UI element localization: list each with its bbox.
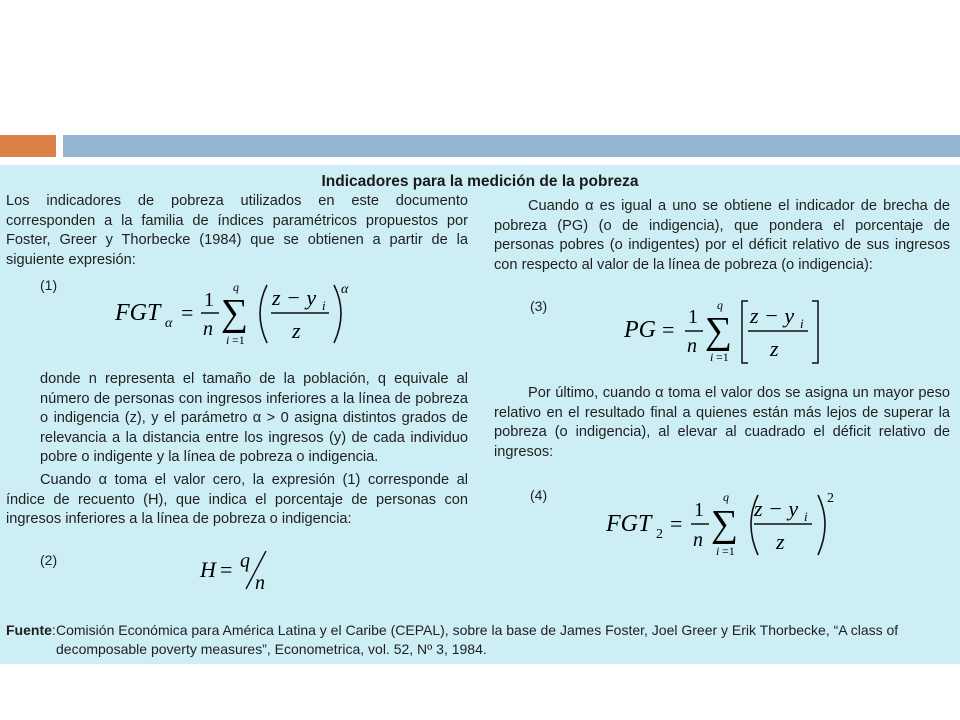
accent-bar-blue (63, 135, 960, 157)
svg-text:q: q (717, 298, 723, 312)
svg-text:H: H (200, 557, 216, 582)
eq3-svg (624, 295, 844, 375)
right-alpha-two-paragraph: Por último, cuando α toma el valor dos se asigna un mayor peso relativo en el resultado final a quienes están más lejos de superar la pobreza (o indigencia), al elevar al cuadrado el déficit relativo de ingresos: (494, 385, 950, 460)
right-alpha-one-paragraph: Cuando α es igual a uno se obtiene el indicador de brecha de pobreza (PG) (o de indigencia), que pondera el porcentaje de personas pobres (o indigentes) por el déficit relativo de sus ingresos con respecto al valor de la línea de pobreza (o indigencia): (494, 198, 950, 273)
svg-text:n: n (203, 318, 213, 340)
svg-text:∑: ∑ (221, 292, 249, 334)
svg-text:PG: PG (624, 317, 656, 343)
box-title: Indicadores para la medición de la pobreza (321, 173, 639, 190)
svg-text:z − y: z − y (750, 303, 795, 328)
svg-text:1: 1 (688, 306, 698, 328)
svg-text:FGT: FGT (115, 300, 161, 326)
left-alpha-zero-paragraph: Cuando α toma el valor cero, la expresión (1) corresponde al índice de recuento (H), que indica el porcentaje de personas con ingresos inferiores a la línea de pobreza o indigencia: (6, 472, 468, 528)
source-text: Comisión Económica para América Latina y el Caribe (CEPAL), sobre la base de James Foster, Joel Greer y Erik Thorbecke, “A class of decomposable poverty measures”, Econometrica, vol. 52, Nº 3, 1984. (56, 622, 899, 657)
left-intro-paragraph: Los indicadores de pobreza utilizados en este documento corresponden a la familia de índices paramétricos propuestos por Foster, Greer y Thorbecke (1984) que se obtienen a partir de la siguiente expresión: (6, 193, 468, 268)
svg-text:∑: ∑ (711, 503, 739, 545)
left-where-paragraph: donde n representa el tamaño de la población, q equivale al número de personas con ingresos inferiores a la línea de pobreza o indigencia (z), y el parámetro α > 0 asigna distintos grados de relevancia a la distancia entre los ingresos (y) de cada individuo pobre o indigente y la línea de pobreza o indigencia. (40, 371, 468, 466)
svg-text:z: z (776, 529, 785, 554)
source-label: Fuente (6, 622, 52, 638)
svg-text:2: 2 (656, 527, 663, 542)
svg-text:z: z (770, 336, 779, 361)
eq2-svg (198, 547, 288, 597)
svg-text:=: = (181, 300, 194, 325)
eq3-label: (3) (530, 298, 548, 314)
svg-text:=: = (670, 511, 683, 536)
svg-text:=: = (662, 317, 675, 342)
svg-text:1: 1 (204, 289, 214, 311)
svg-text:α: α (341, 282, 349, 297)
svg-text:n: n (255, 572, 265, 594)
svg-text:q: q (240, 550, 250, 572)
svg-text:n: n (693, 529, 703, 551)
svg-text:=1: =1 (232, 333, 245, 347)
svg-text:z: z (292, 318, 301, 343)
svg-text:z − y: z − y (272, 285, 317, 310)
svg-text:i: i (800, 316, 804, 331)
poverty-indicators-box (0, 165, 960, 664)
eq4-label: (4) (530, 487, 548, 503)
svg-text:n: n (687, 335, 697, 357)
svg-text:i: i (322, 298, 326, 313)
svg-text:=1: =1 (722, 544, 735, 558)
svg-text:i: i (804, 509, 808, 524)
svg-text:z − y: z − y (754, 496, 799, 521)
source-label-wrap: Fuente: (6, 622, 56, 638)
eq2-label: (2) (40, 552, 58, 568)
svg-text:i: i (226, 333, 230, 347)
svg-text:FGT: FGT (606, 511, 652, 537)
eq4-svg (606, 483, 846, 568)
svg-text:2: 2 (827, 491, 834, 506)
svg-text:i: i (716, 544, 720, 558)
eq1-svg (115, 273, 375, 358)
svg-text:α: α (165, 316, 173, 331)
svg-text:q: q (233, 280, 239, 294)
svg-text:i: i (710, 350, 714, 364)
svg-text:1: 1 (694, 499, 704, 521)
accent-bar-orange (0, 135, 56, 157)
svg-text:=1: =1 (716, 350, 729, 364)
eq1-label: (1) (40, 277, 58, 293)
svg-text:=: = (220, 557, 233, 582)
svg-text:q: q (723, 490, 729, 504)
source-note (6, 621, 956, 658)
svg-text:∑: ∑ (705, 310, 733, 352)
